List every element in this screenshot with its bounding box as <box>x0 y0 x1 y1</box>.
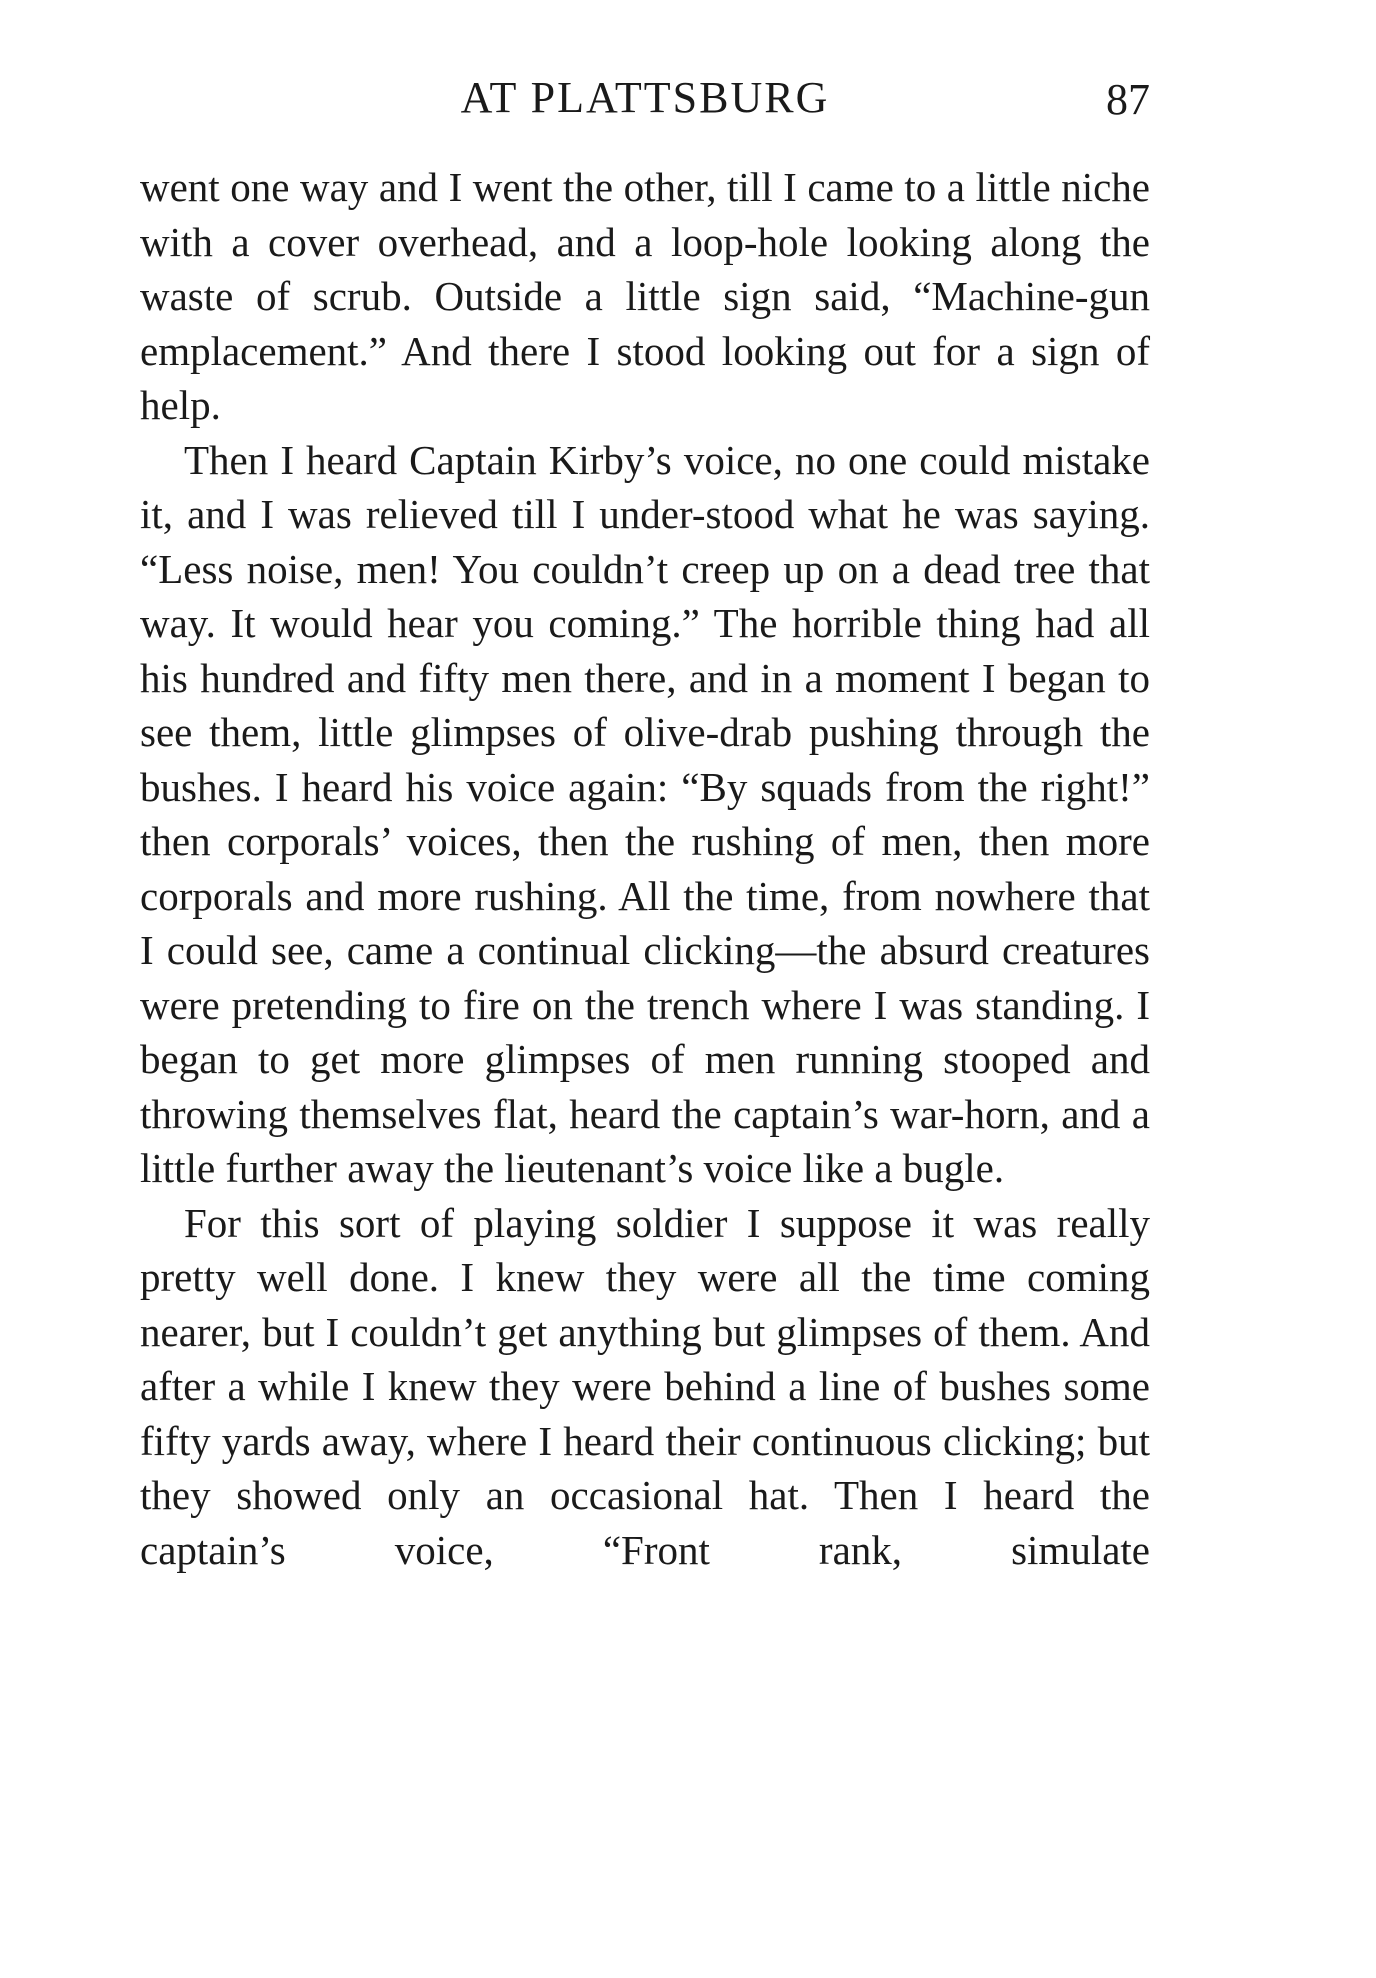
running-title: AT PLATTSBURG <box>460 73 830 122</box>
running-head <box>140 72 1150 132</box>
page-number: 87 <box>1106 75 1150 124</box>
paragraph: For this sort of playing soldier I suppose it was really pretty well done. I knew they were all the time coming nearer, but I couldn’t get anything but glimpses of them. And after a while I knew they were behind a line of bushes some fifty yards away, where I heard their continuous clicking; but they showed only an occasional hat. Then I heard the captain’s voice, “Front rank, simulate <box>140 1199 1150 1573</box>
body-text <box>140 160 1150 1577</box>
paragraph-continued: went one way and I went the other, till I came to a little niche with a cover overhead, and a loop-hole looking along the waste of scrub. Outside a little sign said, “Machine-gun emplacement.” And there I stood looking out for a sign of help. <box>140 164 1150 428</box>
paragraph: Then I heard Captain Kirby’s voice, no one could mistake it, and I was relieved till I under-stood what he was saying. “Less noise, men! You couldn’t creep up on a dead tree that way. It would hear you coming.” The horrible thing had all his hundred and fifty men there, and in a moment I began to see them, little glimpses of olive-drab pushing through the bushes. I heard his voice again: “By squads from the right!” then corporals’ voices, then the rushing of men, then more corporals and more rushing. All the time, from nowhere that I could see, came a continual clicking—the absurd creatures were pretending to fire on the trench where I was standing. I began to get more glimpses of men running stooped and throwing themselves flat, heard the captain’s war-horn, and a little further away the lieutenant’s voice like a bugle. <box>140 436 1150 1191</box>
